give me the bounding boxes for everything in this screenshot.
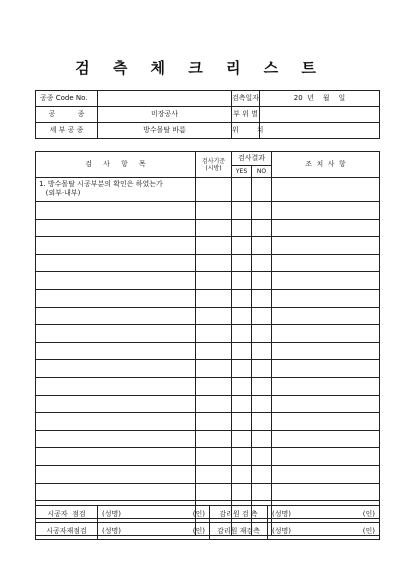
checklist-item-cell (36, 360, 196, 378)
contractor-inspection-label: 시공자 점검 (36, 506, 98, 523)
checklist-no-cell[interactable] (252, 465, 272, 483)
name-hint: (성명) (272, 509, 291, 518)
checklist-row (36, 325, 380, 343)
location-label: 부 위 별 (232, 107, 260, 123)
checklist-action-cell[interactable] (272, 342, 380, 360)
checklist-row (36, 178, 380, 202)
checklist-yes-cell[interactable] (232, 465, 252, 483)
checklist-item-cell: 1. 방수몰탈 시공부분의 확인은 하였는가 (외부·내부) (36, 178, 196, 202)
checklist-no-cell[interactable] (252, 219, 272, 237)
checklist-yes-cell[interactable] (232, 307, 252, 325)
location-value[interactable] (260, 107, 380, 123)
checklist-no-cell[interactable] (252, 413, 272, 431)
checklist-yes-cell[interactable] (232, 430, 252, 448)
checklist-yes-cell[interactable] (232, 272, 252, 290)
checklist-no-cell[interactable] (252, 178, 272, 202)
seal-hint: (인) (362, 509, 375, 518)
detail-label: 세 부 공 종 (36, 123, 98, 139)
checklist-action-cell[interactable] (272, 289, 380, 307)
checklist-yes-cell[interactable] (232, 483, 252, 501)
checklist-action-cell[interactable] (272, 360, 380, 378)
checklist-row (36, 448, 380, 466)
supervisor-inspection-label: 감리원 검 측 (210, 506, 268, 523)
checklist-yes-cell[interactable] (232, 289, 252, 307)
checklist-standard-cell[interactable] (196, 430, 232, 448)
checklist-no-cell[interactable] (252, 448, 272, 466)
supervisor-reinspection-label: 감리원 재검측 (210, 523, 268, 540)
checklist-row (36, 413, 380, 431)
detail-value: 방수몰탈 바름 (98, 123, 232, 139)
checklist-row (36, 395, 380, 413)
checklist-item-cell (36, 307, 196, 325)
checklist-row (36, 430, 380, 448)
checklist-yes-cell[interactable] (232, 219, 252, 237)
header-yes: YES (232, 166, 252, 178)
contractor-reinspection-label: 시공자재점검 (36, 523, 98, 540)
checklist-standard-cell[interactable] (196, 325, 232, 343)
checklist-standard-cell[interactable] (196, 377, 232, 395)
checklist-standard-cell[interactable] (196, 219, 232, 237)
checklist-row (36, 307, 380, 325)
position-value[interactable] (260, 123, 380, 139)
checklist-row (36, 342, 380, 360)
checklist-action-cell[interactable] (272, 413, 380, 431)
checklist-action-cell[interactable] (272, 377, 380, 395)
name-hint: (성명) (102, 526, 121, 535)
checklist-yes-cell[interactable] (232, 325, 252, 343)
checklist-table (35, 151, 380, 536)
checklist-standard-cell[interactable] (196, 395, 232, 413)
checklist-row (36, 360, 380, 378)
checklist-standard-cell[interactable] (196, 360, 232, 378)
checklist-item-cell (36, 272, 196, 290)
name-hint: (성명) (272, 526, 291, 535)
checklist-row (36, 465, 380, 483)
checklist-row (36, 377, 380, 395)
checklist-no-cell[interactable] (252, 237, 272, 255)
checklist-item-cell (36, 448, 196, 466)
checklist-row (36, 202, 380, 220)
checklist-action-cell[interactable] (272, 325, 380, 343)
checklist-action-cell[interactable] (272, 430, 380, 448)
checklist-item-cell (36, 202, 196, 220)
signature-table (35, 505, 380, 540)
checklist-action-cell[interactable] (272, 272, 380, 290)
checklist-no-cell[interactable] (252, 395, 272, 413)
document-title: 검 측 체 크 리 스 트 (75, 59, 325, 77)
checklist-no-cell[interactable] (252, 202, 272, 220)
checklist-no-cell[interactable] (252, 254, 272, 272)
work-type-label: 공 종 (36, 107, 98, 123)
checklist-row (36, 237, 380, 255)
checklist-no-cell[interactable] (252, 289, 272, 307)
seal-hint: (인) (192, 509, 205, 518)
checklist-no-cell[interactable] (252, 272, 272, 290)
checklist-standard-cell[interactable] (196, 202, 232, 220)
checklist-item-cell (36, 395, 196, 413)
header-result: 검사결과 (232, 152, 272, 166)
supervisor-reinspection-sign[interactable] (268, 523, 380, 540)
checklist-item-cell (36, 483, 196, 501)
checklist-item-cell (36, 325, 196, 343)
checklist-yes-cell[interactable] (232, 254, 252, 272)
header-standard: 검사기준 (시방) (196, 152, 232, 178)
seal-hint: (인) (362, 526, 375, 535)
checklist-yes-cell[interactable] (232, 413, 252, 431)
checklist-item-cell (36, 237, 196, 255)
checklist-item-cell (36, 465, 196, 483)
checklist-row (36, 483, 380, 501)
position-label: 위 치 (232, 123, 260, 139)
info-table (35, 90, 380, 139)
checklist-action-cell[interactable] (272, 465, 380, 483)
seal-hint: (인) (192, 526, 205, 535)
checklist-row (36, 219, 380, 237)
checklist-standard-cell[interactable] (196, 465, 232, 483)
checklist-action-cell[interactable] (272, 483, 380, 501)
work-type-value: 미장공사 (98, 107, 232, 123)
checklist-yes-cell[interactable] (232, 360, 252, 378)
checklist-action-cell[interactable] (272, 254, 380, 272)
checklist-row (36, 272, 380, 290)
checklist-no-cell[interactable] (252, 483, 272, 501)
checklist-item-cell (36, 413, 196, 431)
header-action: 조 치 사 항 (272, 152, 380, 178)
checklist-no-cell[interactable] (252, 377, 272, 395)
contractor-inspection-sign[interactable] (98, 506, 210, 523)
header-no: NO (252, 166, 272, 178)
checklist-item-cell (36, 219, 196, 237)
code-value[interactable] (98, 91, 232, 107)
checklist-standard-cell[interactable] (196, 254, 232, 272)
checklist-standard-cell[interactable] (196, 237, 232, 255)
checklist-action-cell[interactable] (272, 219, 380, 237)
checklist-yes-cell[interactable] (232, 342, 252, 360)
checklist-standard-cell[interactable] (196, 342, 232, 360)
checklist-action-cell[interactable] (272, 395, 380, 413)
checklist-no-cell[interactable] (252, 430, 272, 448)
checklist-yes-cell[interactable] (232, 448, 252, 466)
inspection-date-value[interactable]: 20 년 월 일 (260, 91, 380, 107)
checklist-row (36, 289, 380, 307)
checklist-item-cell (36, 342, 196, 360)
checklist-standard-cell[interactable] (196, 289, 232, 307)
checklist-yes-cell[interactable] (232, 395, 252, 413)
supervisor-inspection-sign[interactable] (268, 506, 380, 523)
checklist-no-cell[interactable] (252, 360, 272, 378)
checklist-yes-cell[interactable] (232, 178, 252, 202)
checklist-standard-cell[interactable] (196, 483, 232, 501)
checklist-item-cell (36, 430, 196, 448)
checklist-standard-cell[interactable] (196, 448, 232, 466)
checklist-action-cell[interactable] (272, 448, 380, 466)
checklist-standard-cell[interactable] (196, 413, 232, 431)
checklist-yes-cell[interactable] (232, 202, 252, 220)
contractor-reinspection-sign[interactable] (98, 523, 210, 540)
checklist-yes-cell[interactable] (232, 237, 252, 255)
code-label: 공종 Code No. (36, 91, 98, 107)
checklist-item-cell (36, 254, 196, 272)
checklist-item-cell (36, 289, 196, 307)
checklist-no-cell[interactable] (252, 325, 272, 343)
inspection-date-label: 검측일자 (232, 91, 260, 107)
name-hint: (성명) (102, 509, 121, 518)
checklist-action-cell[interactable] (272, 178, 380, 202)
checklist-item-cell (36, 377, 196, 395)
checklist-row (36, 254, 380, 272)
checklist-no-cell[interactable] (252, 342, 272, 360)
checklist-standard-cell[interactable] (196, 272, 232, 290)
checklist-no-cell[interactable] (252, 307, 272, 325)
checklist-standard-cell[interactable] (196, 307, 232, 325)
checklist-action-cell[interactable] (272, 202, 380, 220)
checklist-action-cell[interactable] (272, 307, 380, 325)
checklist-action-cell[interactable] (272, 237, 380, 255)
checklist-standard-cell[interactable] (196, 178, 232, 202)
checklist-yes-cell[interactable] (232, 377, 252, 395)
header-item: 검 사 항 목 (36, 152, 196, 178)
